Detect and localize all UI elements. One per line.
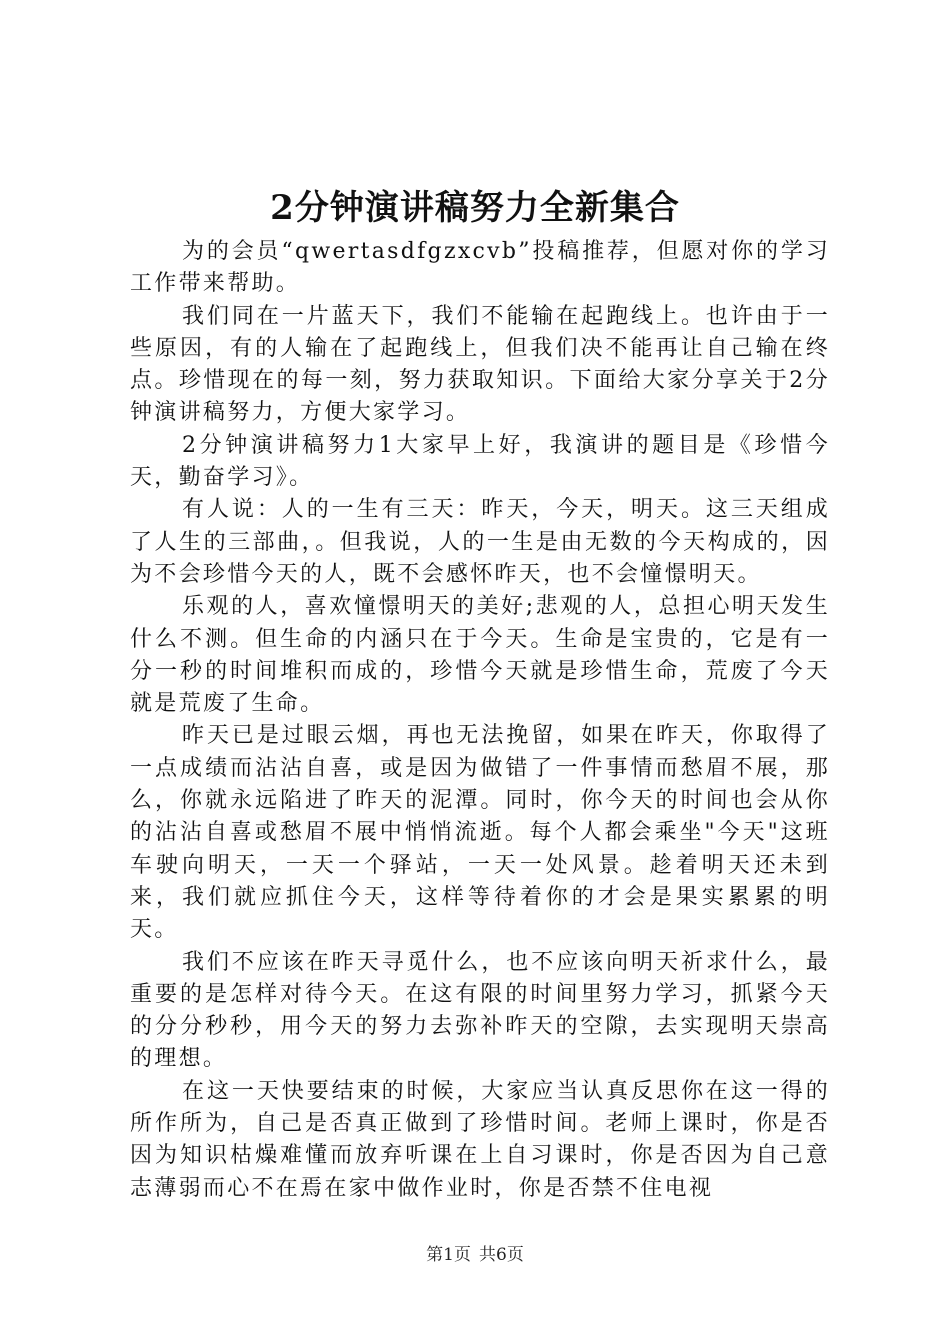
paragraph: 在这一天快要结束的时候，大家应当认真反思你在这一得的所作所为，自己是否真正做到了珍惜时间。老师上课时，你是否因为知识枯燥难懂而放弃听课在上自习课时，你是否因为自己意志薄弱而心不在焉在家中做作业时，你是否禁不住电视 [130, 1078, 830, 1201]
paragraph: 2分钟演讲稿努力1大家早上好，我演讲的题目是《珍惜今天，勤奋学习》。 [130, 432, 830, 491]
paragraph: 我们不应该在昨天寻觅什么，也不应该向明天祈求什么，最重要的是怎样对待今天。在这有限的时间里努力学习，抓紧今天的分分秒秒，用今天的努力去弥补昨天的空隙，去实现明天崇高的理想。 [130, 949, 830, 1072]
page-total: 共6页 [479, 1245, 524, 1265]
document-body [130, 236, 830, 1205]
paragraph: 乐观的人，喜欢憧憬明天的美好;悲观的人，总担心明天发生什么不测。但生命的内涵只在于今天。生命是宝贵的，它是有一分一秒的时间堆积而成的，珍惜今天就是珍惜生命，荒废了今天就是荒废了生命。 [130, 594, 830, 717]
page-number: 第1页 [426, 1245, 471, 1265]
paragraph: 为的会员“qwertasdfgzxcvb”投稿推荐，但愿对你的学习工作带来帮助。 [130, 239, 830, 297]
paragraph: 昨天已是过眼云烟，再也无法挽留，如果在昨天，你取得了一点成绩而沾沾自喜，或是因为做错了一件事情而愁眉不展，那么，你就永远陷进了昨天的泥潭。同时，你今天的时间也会从你的沾沾自喜或愁眉不展中悄悄流逝。每个人都会乘坐"今天"这班车驶向明天，一天一个驿站，一天一处风景。趁着明天还未到来，我们就应抓住今天，这样等待着你的才会是果实累累的明天。 [130, 723, 830, 943]
paragraph: 有人说：人的一生有三天：昨天，今天，明天。这三天组成了人生的三部曲，。但我说，人的一生是由无数的今天构成的，因为不会珍惜今天的人，既不会感怀昨天，也不会憧憬明天。 [130, 497, 830, 587]
page-footer [0, 1243, 950, 1267]
paragraph: 我们同在一片蓝天下，我们不能输在起跑线上。也许由于一些原因，有的人输在了起跑线上，但我们决不能再让自己输在终点。珍惜现在的每一刻，努力获取知识。下面给大家分享关于2分钟演讲稿努力，方便大家学习。 [130, 303, 830, 426]
document-title: 2分钟演讲稿努力全新集合 [270, 188, 680, 228]
